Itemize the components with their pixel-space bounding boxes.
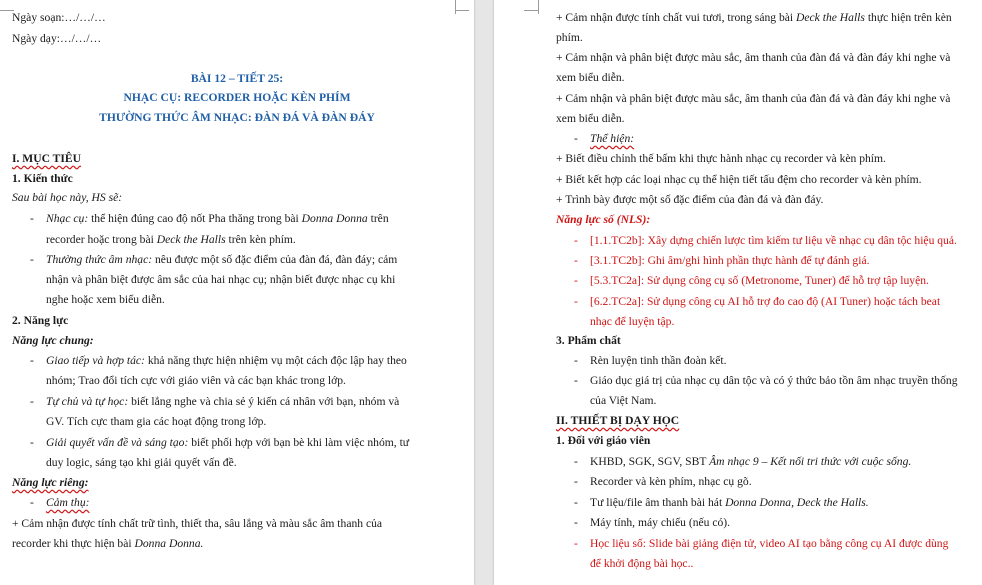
section-title-text: I. MỤC TIÊU [12, 152, 82, 165]
bullet-dash: - [574, 475, 578, 488]
date-prepared: Ngày soạn:…/…/… [12, 11, 106, 24]
bullet-dash: - [574, 354, 578, 367]
section-heading-equipment [556, 413, 679, 429]
teacher-item-5-line2: để khởi động bài học.. [590, 557, 694, 570]
knowledge-item-music-appreciation-line2: nhận và phân biệt được âm sắc của hai nhạc cụ; nhận biết được nhạc cụ khi [46, 273, 396, 286]
song-title: Donna Donna [301, 212, 368, 225]
bullet-dash: - [574, 234, 578, 247]
perception-line1: + Cảm nhận được tính chất trữ tình, thiết tha, sâu lắng và màu sắc âm thanh của [12, 517, 383, 530]
competence-item-self-study-line2: GV. Tích cực tham gia các hoạt động trong lớp. [46, 415, 267, 428]
item-label: Tự chủ và tự học: [46, 395, 129, 408]
bullet-dash: - [574, 254, 578, 267]
item-text: trên [367, 212, 389, 225]
lesson-title-line1: BÀI 12 – TIẾT 25: [190, 72, 284, 85]
perception-item-stone-zither-line2: xem biểu diễn. [556, 71, 625, 84]
bullet-dash: - [574, 516, 578, 529]
item-text: thể hiện đúng cao độ nốt Pha thăng trong bài [88, 212, 302, 225]
item-text: + Cảm nhận được tính chất vui tươi, trong sáng bài [556, 11, 797, 24]
bullet-dash: - [30, 253, 34, 266]
teacher-item-4: Máy tính, máy chiếu (nếu có). [590, 516, 731, 529]
competence-item-communication-line2: nhóm; Trao đổi tích cực với giáo viên và các bạn khác trong lớp. [46, 374, 346, 387]
competence-item-self-study [46, 394, 399, 410]
item-label: Thường thức âm nhạc: [46, 253, 153, 266]
heading-specific-competence [12, 475, 89, 491]
heading-quality: 3. Phẩm chất [556, 334, 621, 347]
crop-mark [538, 0, 539, 14]
quality-item-2: Giáo dục giá trị của nhạc cụ dân tộc và có ý thức bảo tồn âm nhạc truyền thống [590, 374, 958, 387]
perception-line2 [12, 536, 203, 552]
item-text: KHBD, SGK, SGV, SBT [590, 455, 710, 468]
item-text: recorder hoặc trong bài [46, 233, 157, 246]
digital-item-1: [1.1.TC2b]: Xây dựng chiến lược tìm kiếm tư liệu về nhạc cụ dân tộc hiệu quả. [590, 234, 957, 247]
teacher-item-5: Học liệu số: Slide bài giảng điện tử, video AI tạo bằng công cụ AI được dùng [590, 537, 949, 550]
digital-item-3: [5.3.TC2a]: Sử dụng công cụ số (Metronome, Tuner) để hỗ trợ tập luyện. [590, 274, 929, 287]
lesson-title-line2: NHẠC CỤ: RECORDER HOẶC KÈN PHÍM [123, 91, 351, 104]
bullet-dash: - [30, 496, 34, 509]
expression-item-2: + Biết kết hợp các loại nhạc cụ thể hiện tiết tấu đệm cho recorder và kèn phím. [556, 173, 922, 186]
subheading-text: Thể hiện: [590, 132, 635, 145]
item-text: trên kèn phím. [225, 233, 296, 246]
heading-competence: 2. Năng lực [12, 314, 69, 327]
bullet-dash: - [574, 295, 578, 308]
item-text: nêu được một số đặc điểm của đàn đá, đàn đáy; cảm [152, 253, 398, 266]
quality-item-2-line2: của Việt Nam. [590, 394, 657, 407]
perception-item-stone-zither-repeat-line2: xem biểu diễn. [556, 112, 625, 125]
item-text: biết lắng nghe và chia sẻ ý kiến cá nhân với bạn, nhóm và [128, 395, 400, 408]
perception-item-deck-line2: phím. [556, 31, 583, 44]
teacher-item-1 [590, 454, 911, 470]
competence-item-problem-solving-line2: duy logic, sáng tạo khi giải quyết vấn đề. [46, 456, 237, 469]
bullet-dash: - [574, 374, 578, 387]
bullet-dash: - [30, 436, 34, 449]
subheading-text: Cảm thụ: [46, 496, 90, 509]
bullet-dash: - [30, 212, 34, 225]
subheading-expression [590, 131, 634, 147]
heading-teacher: 1. Đối với giáo viên [556, 434, 651, 447]
song-title: Deck the Halls [796, 11, 865, 24]
item-label: Giao tiếp và hợp tác: [46, 354, 145, 367]
knowledge-intro: Sau bài học này, HS sẽ: [12, 191, 123, 204]
bullet-dash: - [30, 395, 34, 408]
section-title-text: II. THIẾT BỊ DẠY HỌC [556, 414, 680, 427]
document-page-right [494, 0, 982, 585]
crop-mark [524, 10, 538, 11]
perception-item-stone-zither-repeat: + Cảm nhận và phân biệt được màu sắc, âm thanh của đàn đá và đàn đáy khi nghe và [556, 92, 951, 105]
book-title: Âm nhạc 9 – Kết nối tri thức với cuộc sống. [709, 455, 912, 468]
digital-item-4: [6.2.TC2a]: Sử dụng công cụ AI hỗ trợ đo cao độ (AI Tuner) hoặc tách beat [590, 295, 941, 308]
expression-item-1: + Biết điều chỉnh thế bấm khi thực hành nhạc cụ recorder và kèn phím. [556, 152, 886, 165]
item-text: khả năng thực hiện nhiệm vụ một cách độc lập hay theo [144, 354, 407, 367]
date-taught: Ngày dạy:…/…/… [12, 32, 102, 45]
song-title: Donna Donna, Deck the Halls. [725, 496, 869, 509]
document-page-left [0, 0, 474, 585]
knowledge-item-instrument-line2 [46, 232, 296, 248]
perception-item-deck [556, 10, 952, 26]
item-text: Tư liệu/file âm thanh bài hát [590, 496, 726, 509]
heading-text: Năng lực riêng: [12, 476, 89, 489]
bullet-dash: - [574, 455, 578, 468]
item-text: biết phối hợp với bạn bè khi làm việc nhóm, tư [188, 436, 410, 449]
bullet-dash: - [574, 537, 578, 550]
heading-general-competence: Năng lực chung: [12, 334, 94, 347]
bullet-dash: - [30, 354, 34, 367]
song-title: Donna Donna. [134, 537, 204, 550]
lesson-title-line3: THƯỜNG THỨC ÂM NHẠC: ĐÀN ĐÁ VÀ ĐÀN ĐÁY [99, 111, 375, 124]
expression-item-3: + Trình bày được một số đặc điểm của đàn đá và đàn đáy. [556, 193, 824, 206]
knowledge-item-music-appreciation-line3: nghe hoặc xem biểu diễn. [46, 293, 165, 306]
item-label: Nhạc cụ: [46, 212, 89, 225]
knowledge-item-instrument [46, 211, 389, 227]
competence-item-communication [46, 353, 407, 369]
bullet-dash: - [574, 496, 578, 509]
item-text: recorder khi thực hiện bài [12, 537, 135, 550]
quality-item-1: Rèn luyện tinh thần đoàn kết. [590, 354, 727, 367]
section-heading-objectives [12, 151, 81, 167]
heading-knowledge: 1. Kiến thức [12, 172, 73, 185]
item-text: thực hiện trên kèn [864, 11, 952, 24]
knowledge-item-music-appreciation [46, 252, 397, 268]
song-title: Deck the Halls [156, 233, 226, 246]
bullet-dash: - [574, 274, 578, 287]
competence-item-problem-solving [46, 435, 409, 451]
teacher-item-2: Recorder và kèn phím, nhạc cụ gõ. [590, 475, 752, 488]
heading-digital-competence: Năng lực số (NLS): [556, 213, 651, 226]
teacher-item-3 [590, 495, 869, 511]
bullet-dash: - [574, 132, 578, 145]
crop-mark [455, 0, 456, 14]
digital-item-2: [3.1.TC2b]: Ghi âm/ghi hình phần thực hành để tự đánh giá. [590, 254, 870, 267]
subheading-perception [46, 495, 89, 511]
digital-item-4-line2: nhạc để luyện tập. [590, 315, 675, 328]
perception-item-stone-zither: + Cảm nhận và phân biệt được màu sắc, âm thanh của đàn đá và đàn đáy khi nghe và [556, 51, 951, 64]
item-label: Giải quyết vấn đề và sáng tạo: [46, 436, 189, 449]
crop-mark [455, 10, 469, 11]
